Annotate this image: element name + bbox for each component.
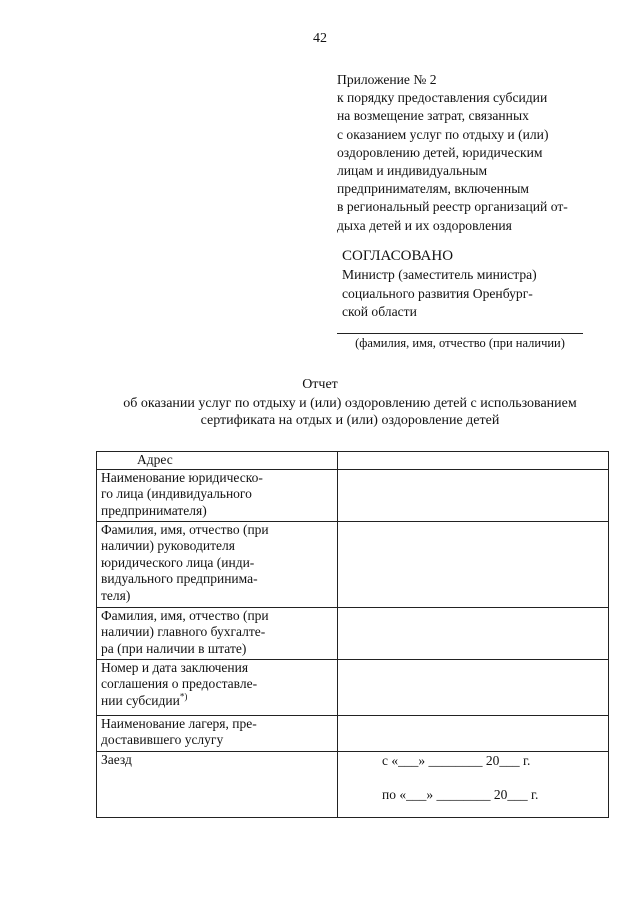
label-line: Наименование юридическо- (101, 469, 263, 485)
label-line: доставившего услугу (101, 732, 224, 747)
approval-title: СОГЛАСОВАНО (342, 248, 454, 264)
label-line: Номер и дата заключения (101, 659, 249, 675)
table-row (97, 751, 609, 817)
director-name-label (97, 521, 338, 607)
label-line: наличии) главного бухгалте- (101, 624, 266, 639)
legal-entity-name-label (97, 469, 338, 521)
stay-label: Заезд (97, 751, 338, 817)
footnote-mark: *) (179, 691, 188, 701)
label-line: Наименование лагеря, пре- (101, 715, 257, 731)
report-title: Отчет (302, 377, 338, 392)
label-line: наличии) руководителя (101, 538, 235, 553)
appendix-line: на возмещение затрат, связанных (337, 108, 529, 124)
approval-line: ской области (342, 304, 417, 319)
chief-accountant-name-value-cell[interactable] (338, 607, 609, 659)
camp-name-label (97, 715, 338, 751)
table-row (97, 659, 609, 715)
label-line: юридического лица (инди- (101, 554, 255, 570)
stay-to-date[interactable]: по «___» ________ 20___ г. (382, 787, 539, 802)
appendix-line: оздоровлению детей, юридическим (337, 144, 543, 160)
appendix-line: в региональный реестр организаций от- (337, 199, 568, 215)
report-subtitle-line: об оказании услуг по отдыху и (или) оздоровлению детей с использованием (123, 396, 577, 411)
label-line: теля) (101, 587, 131, 603)
report-form-table (96, 451, 609, 818)
table-row (97, 607, 609, 659)
appendix-line: к порядку предоставления субсидии (337, 90, 548, 106)
address-value-cell[interactable] (338, 452, 609, 470)
report-subtitle (60, 395, 640, 429)
approval-line: социального развития Оренбург- (342, 285, 533, 301)
label-text: нии субсидии (101, 692, 180, 708)
appendix-line: дыха детей и их оздоровления (337, 217, 512, 233)
label-line: ра (при наличии в штате) (101, 640, 247, 656)
table-row (97, 521, 609, 607)
approval-block (342, 246, 592, 322)
report-subtitle-line: сертификата на отдых и (или) оздоровление детей (200, 413, 500, 428)
stay-period-cell (338, 751, 609, 817)
agreement-number-date-value-cell[interactable] (338, 659, 609, 715)
appendix-line: с оказанием услуг по отдыху и (или) (337, 126, 549, 142)
appendix-block (337, 71, 599, 235)
stay-from-date[interactable]: с «___» ________ 20___ г. (382, 752, 531, 768)
label-line (101, 693, 333, 710)
signature-line (337, 333, 583, 334)
label-line: го лица (индивидуального (101, 486, 252, 501)
table-row (97, 715, 609, 751)
label-line: Фамилия, имя, отчество (при (101, 521, 269, 537)
label-line: предпринимателя) (101, 502, 207, 518)
agreement-number-date-label (97, 659, 338, 715)
page-number: 42 (313, 31, 327, 46)
legal-entity-name-value-cell[interactable] (338, 469, 609, 521)
label-line: Фамилия, имя, отчество (при (101, 607, 269, 623)
approval-line: Министр (заместитель министра) (342, 267, 537, 282)
signature-caption: (фамилия, имя, отчество (при наличии) (355, 336, 565, 350)
appendix-line: Приложение № 2 (337, 72, 437, 87)
appendix-line: лицам и индивидуальным (337, 163, 488, 179)
camp-name-value-cell[interactable] (338, 715, 609, 751)
chief-accountant-name-label (97, 607, 338, 659)
director-name-value-cell[interactable] (338, 521, 609, 607)
table-row (97, 452, 609, 470)
label-line: видуального предпринима- (101, 571, 258, 586)
appendix-line: предпринимателям, включенным (337, 181, 529, 197)
table-row (97, 469, 609, 521)
label-line: соглашения о предоставле- (101, 676, 258, 691)
address-label: Адрес (97, 452, 338, 470)
